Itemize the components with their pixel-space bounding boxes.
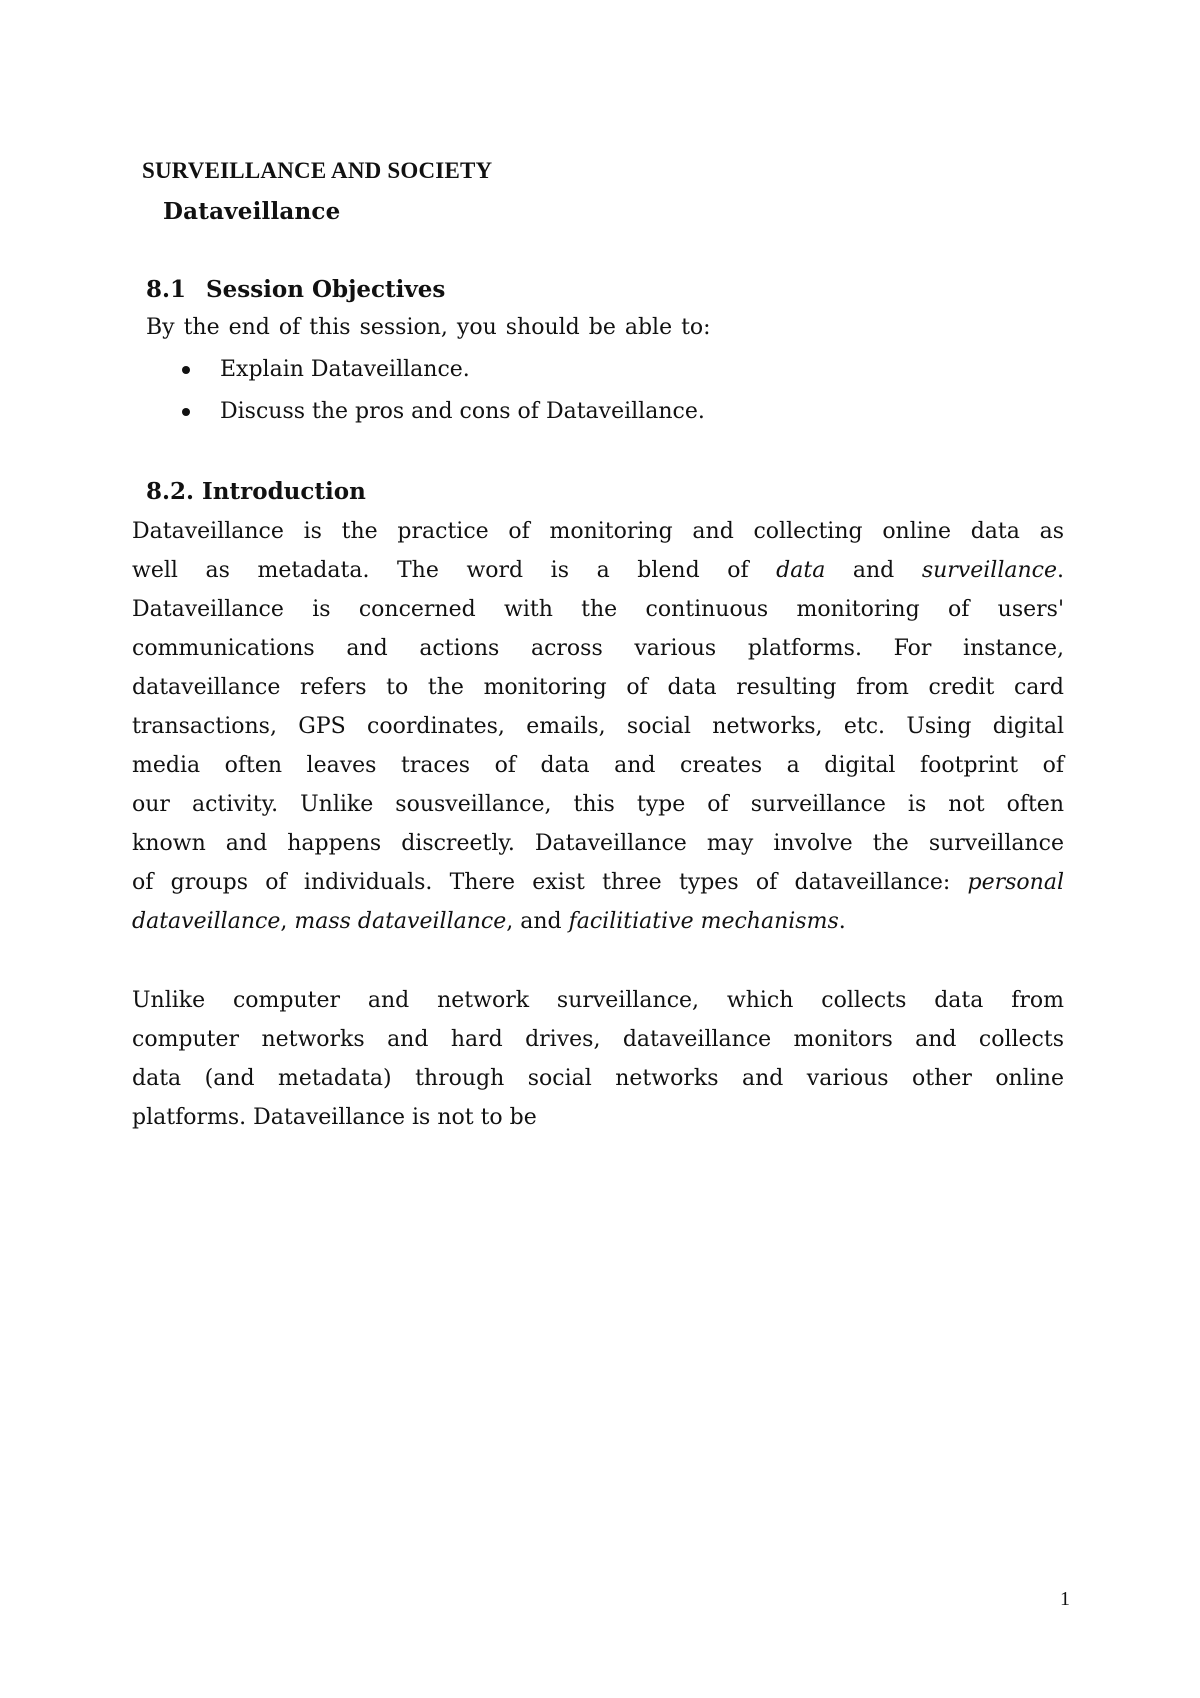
italic-term: data: [776, 558, 826, 583]
section-title: Session Objectives: [206, 276, 446, 303]
text-line: transactions, GPS coordinates, emails, social networks, etc. Using digital: [132, 714, 1064, 739]
text-line: dataveillance refers to the monitoring of data resulting from credit card: [132, 675, 1064, 700]
text-run: .: [1057, 558, 1064, 583]
page-number: 1: [1060, 1588, 1070, 1610]
section-number: 8.1: [146, 276, 187, 303]
text-line: data (and metadata) through social networks and various other online: [132, 1066, 1064, 1091]
text-line: [132, 551, 1064, 590]
text-line: [132, 902, 1064, 941]
text-run: and: [825, 558, 922, 583]
objectives-lead: By the end of this session, you should be able to:: [146, 315, 711, 340]
objective-item: [180, 356, 705, 398]
text-run: of groups of individuals. There exist three types of dataveillance:: [132, 870, 968, 895]
objectives-list: [180, 356, 705, 440]
text-line: computer networks and hard drives, dataveillance monitors and collects: [132, 1027, 1064, 1052]
text-line: communications and actions across various platforms. For instance,: [132, 636, 1064, 661]
objective-text: Discuss the pros and cons of Dataveillance.: [220, 399, 705, 424]
text-run: ,: [280, 909, 295, 934]
text-run: , and: [506, 909, 569, 934]
text-run: well as metadata. The word is a blend of: [132, 558, 777, 583]
bullet-icon: [182, 366, 190, 374]
italic-term: personal: [967, 870, 1064, 895]
text-line: our activity. Unlike sousveillance, this type of surveillance is not often: [132, 792, 1064, 817]
italic-term: dataveillance: [132, 909, 281, 934]
text-line: Dataveillance is the practice of monitoring and collecting online data as: [132, 519, 1064, 544]
text-line: [132, 863, 1064, 902]
text-line: known and happens discreetly. Dataveillance may involve the surveillance: [132, 831, 1064, 856]
text-line: platforms. Dataveillance is not to be: [132, 1105, 537, 1130]
text-line: media often leaves traces of data and creates a digital footprint of: [132, 753, 1064, 778]
introduction-paragraph: [132, 512, 1064, 941]
section-heading-introduction: 8.2. Introduction: [146, 478, 366, 505]
section-heading-objectives: [146, 276, 445, 303]
text-line: Unlike computer and network surveillance, which collects data from: [132, 988, 1064, 1013]
document-title: SURVEILLANCE AND SOCIETY: [142, 158, 493, 183]
objective-text: Explain Dataveillance.: [220, 357, 470, 382]
bullet-icon: [182, 408, 190, 416]
text-line: Dataveillance is concerned with the continuous monitoring of users': [132, 597, 1064, 622]
italic-term: mass dataveillance: [294, 909, 507, 934]
document-subtitle: Dataveillance: [163, 198, 341, 225]
body-paragraph: [132, 981, 1064, 1137]
italic-term: surveillance: [921, 558, 1057, 583]
objective-item: [180, 398, 705, 440]
italic-term: facilitiative mechanisms: [568, 909, 839, 934]
text-run: .: [838, 909, 846, 934]
